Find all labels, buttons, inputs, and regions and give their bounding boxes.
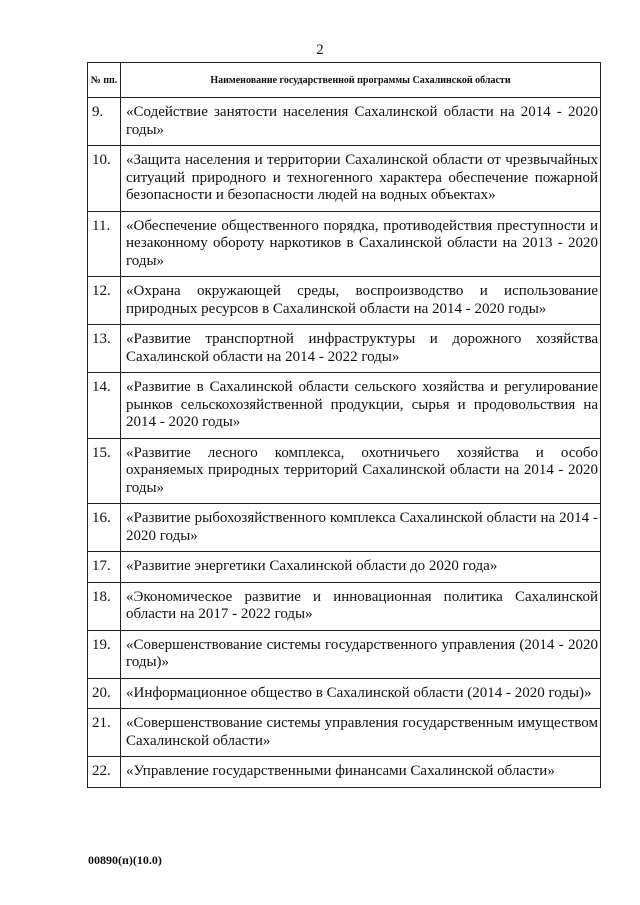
row-number: 19. (88, 630, 121, 678)
table-row (88, 504, 601, 552)
table-row (88, 98, 601, 146)
program-name: «Развитие в Сахалинской области сельского хозяйства и регулирование рынков сельскохозяйственной продукции, сырья и продовольствия на 2014 - 2020 годы» (121, 373, 601, 439)
program-name: «Информационное общество в Сахалинской области (2014 - 2020 годы)» (121, 678, 601, 709)
program-name: «Охрана окружающей среды, воспроизводство и использование природных ресурсов в Сахалинской области на 2014 - 2020 годы» (121, 277, 601, 325)
row-number: 11. (88, 211, 121, 277)
table-row (88, 757, 601, 788)
row-number: 14. (88, 373, 121, 439)
table-row (88, 552, 601, 583)
table-body (88, 98, 601, 788)
program-name: «Экономическое развитие и инновационная политика Сахалинской области на 2017 - 2022 годы» (121, 582, 601, 630)
program-name: «Развитие лесного комплекса, охотничьего хозяйства и особо охраняемых природных территорий Сахалинской области на 2014 - 2020 годы» (121, 438, 601, 504)
program-name: «Развитие рыбохозяйственного комплекса Сахалинской области на 2014 - 2020 годы» (121, 504, 601, 552)
table-row (88, 325, 601, 373)
program-name: «Содействие занятости населения Сахалинской области на 2014 - 2020 годы» (121, 98, 601, 146)
row-number: 13. (88, 325, 121, 373)
row-number: 17. (88, 552, 121, 583)
table-row (88, 211, 601, 277)
table-header-row (88, 63, 601, 98)
page-number: 2 (316, 42, 324, 58)
row-number: 18. (88, 582, 121, 630)
row-number: 12. (88, 277, 121, 325)
row-number: 10. (88, 146, 121, 212)
program-name: «Совершенствование системы государственного управления (2014 - 2020 годы)» (121, 630, 601, 678)
programs-table (87, 62, 601, 788)
table-row (88, 277, 601, 325)
row-number: 21. (88, 709, 121, 757)
row-number: 16. (88, 504, 121, 552)
program-name: «Развитие энергетики Сахалинской области до 2020 года» (121, 552, 601, 583)
column-header-program-name: Наименование государственной программы Сахалинской области (121, 63, 601, 98)
row-number: 22. (88, 757, 121, 788)
table-row (88, 582, 601, 630)
row-number: 15. (88, 438, 121, 504)
program-name: «Развитие транспортной инфраструктуры и дорожного хозяйства Сахалинской области на 2014 - 2022 годы» (121, 325, 601, 373)
column-header-number: № пп. (88, 63, 121, 98)
table-row (88, 438, 601, 504)
program-name: «Обеспечение общественного порядка, противодействия преступности и незаконному обороту наркотиков в Сахалинской области на 2013 - 2020 годы» (121, 211, 601, 277)
table-row (88, 678, 601, 709)
row-number: 9. (88, 98, 121, 146)
table-row (88, 373, 601, 439)
program-name: «Совершенствование системы управления государственным имуществом Сахалинской области» (121, 709, 601, 757)
table-row (88, 630, 601, 678)
program-name: «Защита населения и территории Сахалинской области от чрезвычайных ситуаций природного и техногенного характера обеспечение пожарной безопасности и безопасности людей на водных объектах» (121, 146, 601, 212)
table-row (88, 709, 601, 757)
row-number: 20. (88, 678, 121, 709)
document-code: 00890(п)(10.0) (88, 853, 162, 867)
program-name: «Управление государственными финансами Сахалинской области» (121, 757, 601, 788)
table-row (88, 146, 601, 212)
